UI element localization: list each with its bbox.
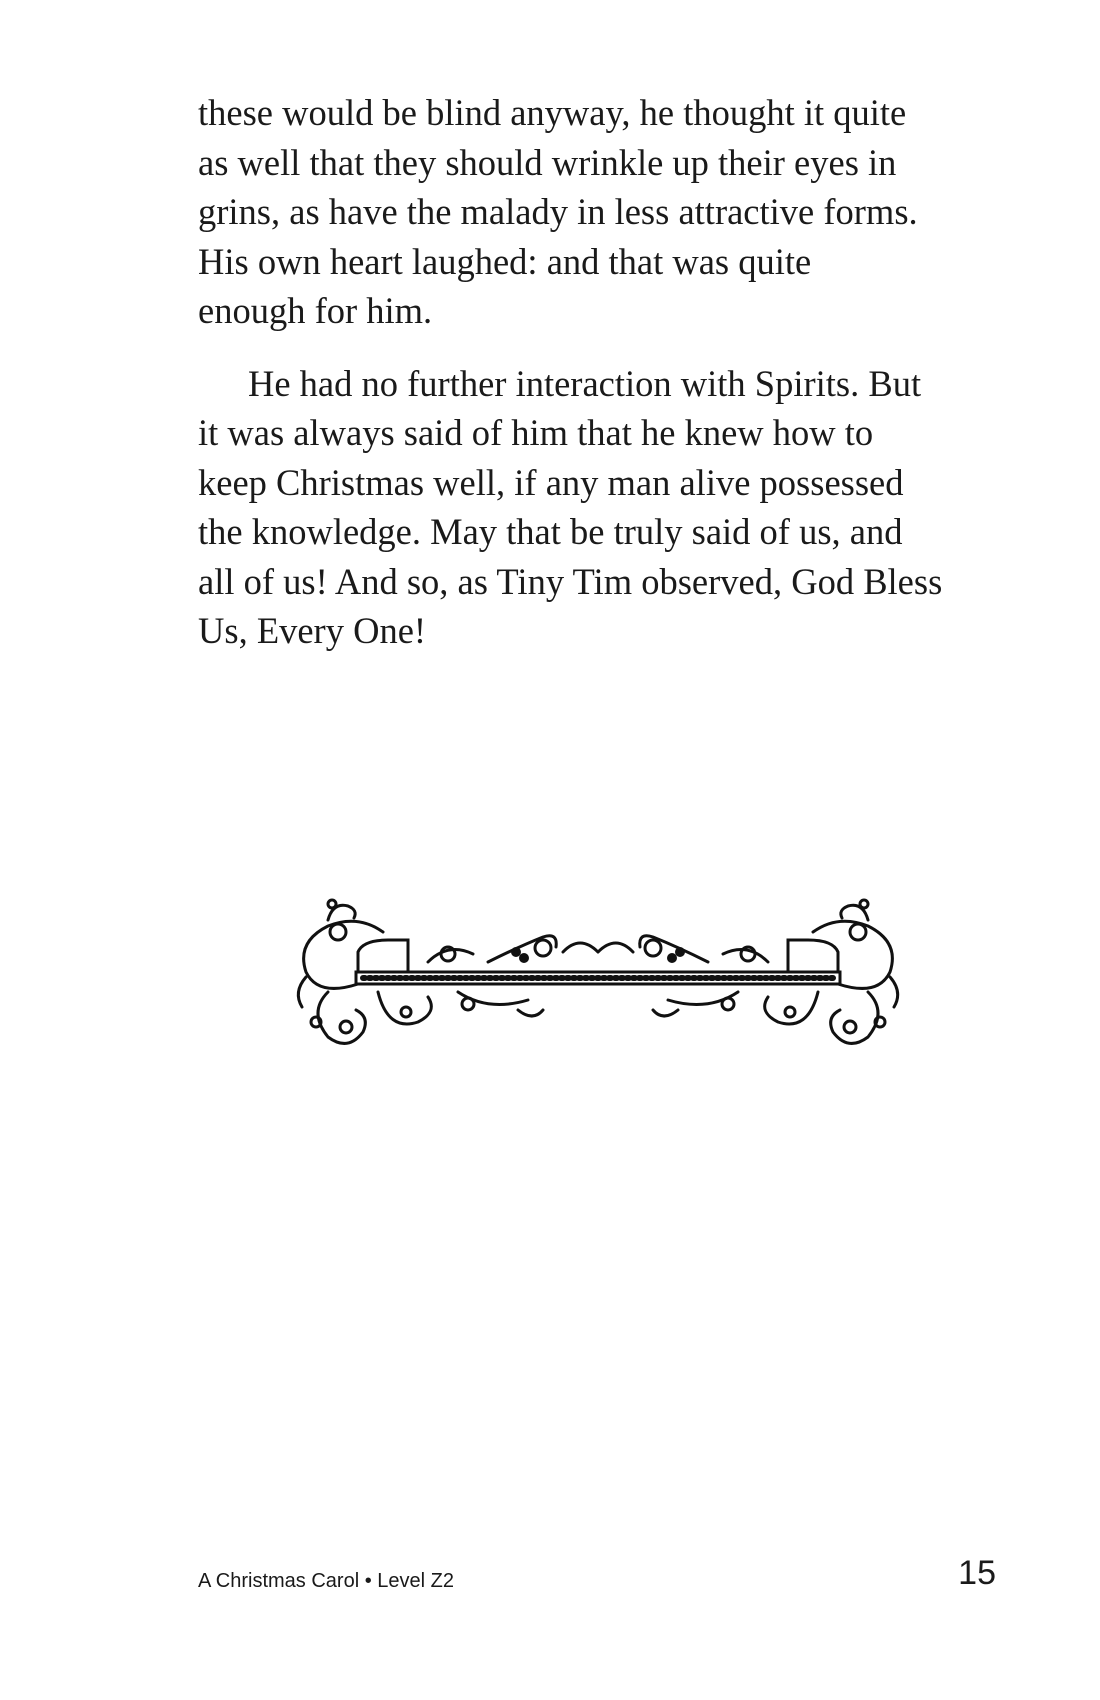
paragraph-1 xyxy=(198,88,998,336)
text-line: keep Christmas well, if any man alive possessed xyxy=(198,461,904,503)
text-line: these would be blind anyway, he thought it quite xyxy=(198,92,907,133)
text-line: enough for him. xyxy=(198,290,433,331)
text-line: He had no further interaction with Spirits. But xyxy=(248,362,922,404)
footer-book-title: A Christmas Carol • Level Z2 xyxy=(198,1570,454,1592)
body-text xyxy=(198,88,998,656)
text-line: all of us! And so, as Tiny Tim observed, God Bless xyxy=(198,560,943,602)
text-line: it was always said of him that he knew how to xyxy=(198,412,874,453)
text-line: as well that they should wrinkle up their eyes in xyxy=(198,141,897,183)
text-line: His own heart laughed: and that was quite xyxy=(198,240,812,282)
flourish-divider-icon xyxy=(288,892,908,1062)
text-line: Us, Every One! xyxy=(198,610,427,651)
paragraph-2 xyxy=(198,359,998,656)
text-line: the knowledge. May that be truly said of us, and xyxy=(198,511,903,552)
text-line: grins, as have the malady in less attractive forms. xyxy=(198,191,918,232)
page-number: 15 xyxy=(958,1554,996,1592)
